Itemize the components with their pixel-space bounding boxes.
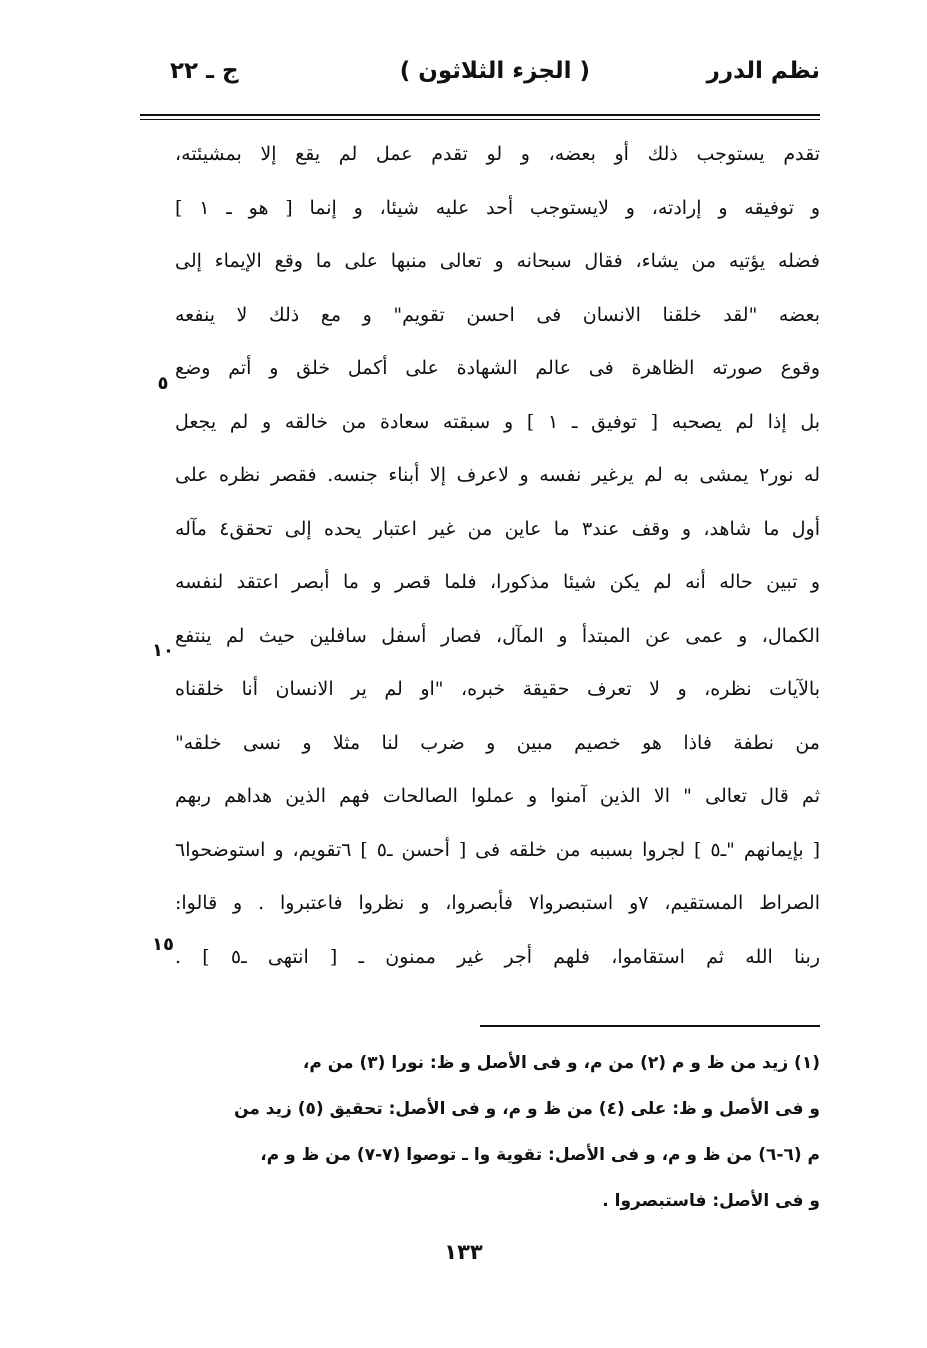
text-line: أول ما شاهد، و وقف عند٣ ما عاين من غير اعتبار يحده إلى تحقق٤ مآله — [175, 517, 820, 540]
text-line: و تبين حاله أنه لم يكن شيئا مذكورا، فلما قصر و ما أبصر اعتقد لنفسه — [175, 571, 820, 593]
part-title: ( الجزء الثلاثون ) — [399, 58, 590, 84]
text-line: بل إذا لم يصحبه [ توفيق ـ ١ ] و سبقته سعادة من خالقه و لم يجعل — [175, 410, 820, 433]
text-line: بالآيات نظره، و لا تعرف حقيقة خبره، "او لم ير الانسان أنا خلقناه — [175, 678, 820, 700]
header-rule — [140, 114, 820, 116]
footnote-line: و فى الأصل و ظ: على (٤) من ظ و م، و فى الأصل: تحقيق (٥) زيد من — [234, 1099, 820, 1119]
text-line: ربنا الله ثم استقاموا، فلهم أجر غير ممنون ـ [ انتهى ـ٥ ] . — [175, 945, 820, 968]
text-line: فضله يؤتيه من يشاء، فقال سبحانه و تعالى منبها على ما وقع الإيماء إلى — [175, 250, 820, 272]
text-line: و توفيقه و إرادته، و لايستوجب أحد عليه شيئا، و إنما [ هو ـ ١ ] — [175, 196, 820, 219]
text-line: الصراط المستقيم، ٧و استبصروا٧ فأبصروا، و نظروا فاعتبروا . و قالوا: — [175, 892, 820, 914]
volume-label: ج ـ ٢٢ — [170, 58, 239, 84]
line-number-5: ٥ — [157, 373, 169, 394]
text-line: [ بإيمانهم "ـ٥ ] لجروا بسببه من خلقه فى [ أحسن ـ٥ ] ٦تقويم، و استوضحوا٦ — [175, 838, 820, 861]
text-line: وقوع صورته الظاهرة فى عالم الشهادة على أكمل خلق و أتم وضع — [175, 357, 820, 379]
text-line: الكمال، و عمى عن المبتدأ و المآل، فصار أسفل سافلين حيث لم ينتفع — [175, 624, 820, 647]
line-number-15: ١٥ — [152, 934, 174, 955]
text-line: ثم قال تعالى " الا الذين آمنوا و عملوا الصالحات فهم الذين هداهم ربهم — [175, 785, 820, 807]
running-header — [140, 58, 820, 98]
footnote-line: م (٦-٦) من ظ و م، و فى الأصل: تقوية وا ـ توصوا (٧-٧) من ظ و م، — [260, 1145, 820, 1165]
text-line: من نطفة فاذا هو خصيم مبين و ضرب لنا مثلا و نسى خلقه" — [175, 731, 820, 754]
page-number: ١٣٣ — [444, 1240, 483, 1264]
footnotes — [180, 1040, 820, 1224]
footnote-rule — [480, 1025, 820, 1027]
footnote-line: (١) زيد من ظ و م (٢) من م، و فى الأصل و ظ: نورا (٣) من م، — [302, 1053, 820, 1073]
footnote-line: و فى الأصل: فاستبصروا . — [602, 1191, 820, 1211]
book-title: نظم الدرر — [706, 58, 820, 84]
text-line: بعضه "لقد خلقنا الانسان فى احسن تقويم" و مع ذلك لا ينفعه — [175, 303, 820, 326]
text-line: له نور٢ يمشى به لم يرغير نفسه و لاعرف إلا أبناء جنسه. فقصر نظره على — [175, 464, 820, 486]
text-line: تقدم يستوجب ذلك أو بعضه، و لو تقدم عمل لم يقع إلا بمشيئته، — [175, 143, 820, 165]
header-rule-thin — [140, 119, 820, 120]
body-text — [175, 128, 820, 984]
line-number-10: ١٠ — [152, 640, 174, 661]
